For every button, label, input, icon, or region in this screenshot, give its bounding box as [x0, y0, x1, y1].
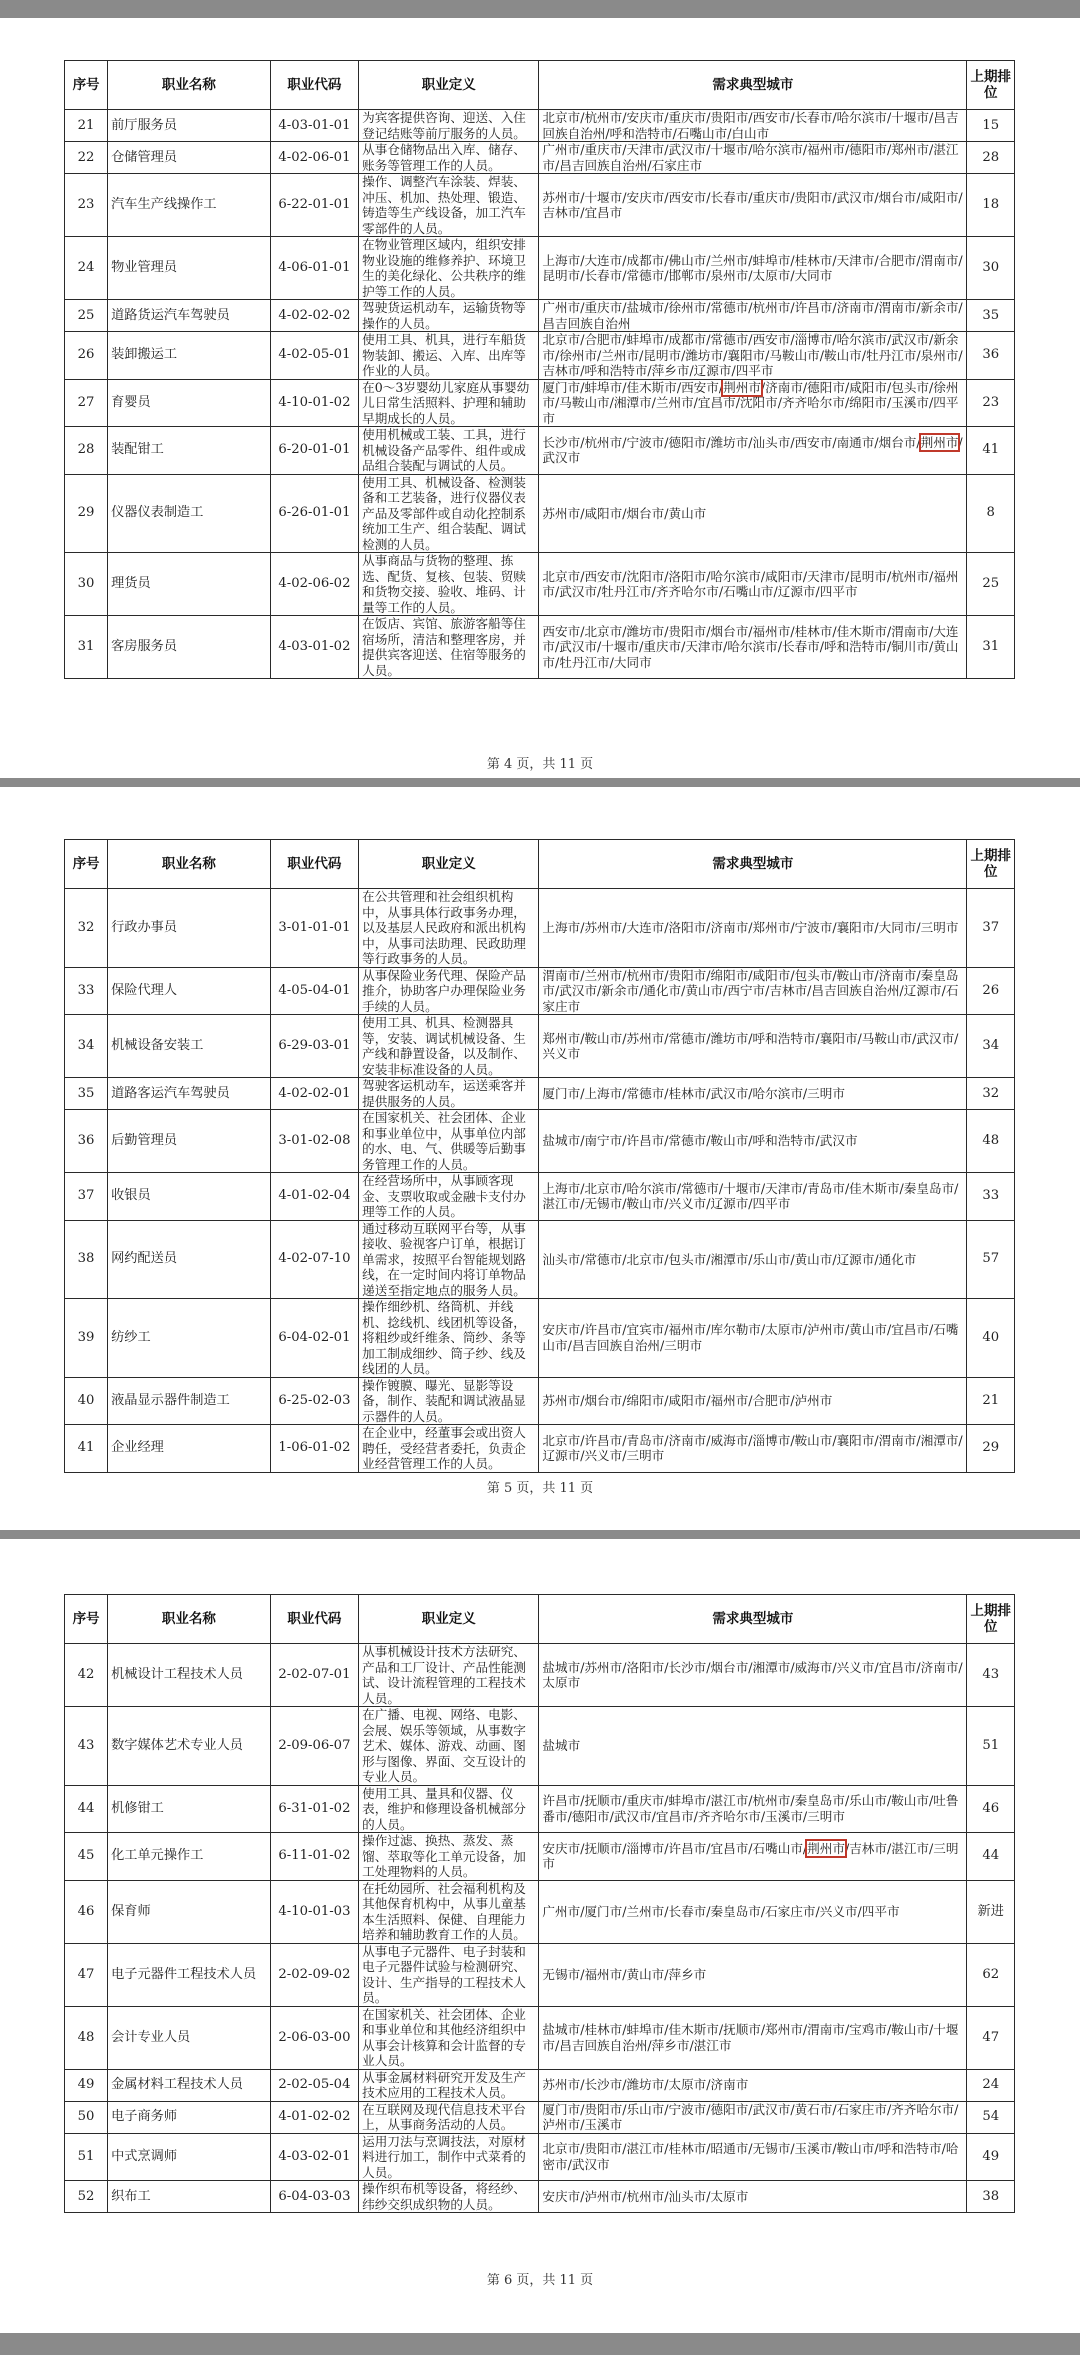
- row-number: 34: [65, 1015, 108, 1078]
- occupation-name: 后勤管理员: [108, 1110, 271, 1173]
- previous-rank: 43: [967, 1644, 1015, 1707]
- occupation-code: 6-20-01-01: [270, 427, 358, 475]
- demand-cities: [539, 1833, 967, 1881]
- row-number: 37: [65, 1173, 108, 1221]
- occupation-code: 6-25-02-03: [270, 1377, 358, 1425]
- header-no: 序号: [65, 1595, 108, 1644]
- header-no: 序号: [65, 840, 108, 889]
- occupation-code: 6-29-03-01: [270, 1015, 358, 1078]
- occupation-code: 4-10-01-03: [270, 1880, 358, 1943]
- occupation-table-page-6: [64, 1594, 1015, 2213]
- occupation-name: 物业管理员: [108, 237, 271, 300]
- occupation-code: 4-02-02-01: [270, 1078, 358, 1110]
- row-number: 41: [65, 1425, 108, 1473]
- occupation-definition: 从事金属材料研究开发及生产技术应用的工程技术人员。: [359, 2069, 539, 2101]
- occupation-name: 装配钳工: [108, 427, 271, 475]
- demand-cities-text: 长沙市/杭州市/宁波市/德阳市/潍坊市/汕头市/西安市/南通市/烟台市/荆州市/武汉市: [542, 434, 963, 466]
- header-code: 职业代码: [270, 61, 358, 110]
- row-number: 25: [65, 300, 108, 332]
- occupation-definition: 驾驶货运机动车，运输货物等操作的人员。: [359, 300, 539, 332]
- occupation-name: 行政办事员: [108, 889, 271, 968]
- occupation-definition: 在国家机关、社会团体、企业和事业单位中，从事单位内部的水、电、气、供暖等后勤事务管理工作的人员。: [359, 1110, 539, 1173]
- occupation-definition: 运用刀法与烹调技法，对原材料进行加工，制作中式菜肴的人员。: [359, 2133, 539, 2181]
- occupation-definition: 从事机械设计技术方法研究、产品和工厂设计、产品性能测试、设计流程管理的工程技术人员。: [359, 1644, 539, 1707]
- previous-rank: 62: [967, 1943, 1015, 2006]
- row-number: 29: [65, 474, 108, 553]
- demand-cities: 盐城市/南宁市/许昌市/常德市/鞍山市/呼和浩特市/武汉市: [539, 1110, 967, 1173]
- occupation-name: 中式烹调师: [108, 2133, 271, 2181]
- demand-cities: 厦门市/贵阳市/乐山市/宁波市/德阳市/武汉市/黄石市/石家庄市/齐齐哈尔市/泸州市/玉溪市: [539, 2101, 967, 2133]
- bottom-gray-bar: [0, 2333, 1080, 2355]
- previous-rank: 36: [967, 332, 1015, 380]
- occupation-definition: 在互联网及现代信息技术平台上，从事商务活动的人员。: [359, 2101, 539, 2133]
- table-row: [65, 1220, 1015, 1299]
- previous-rank: 25: [967, 553, 1015, 616]
- table-row: [65, 1110, 1015, 1173]
- occupation-definition: 驾驶客运机动车，运送乘客并提供服务的人员。: [359, 1078, 539, 1110]
- occupation-name: 道路货运汽车驾驶员: [108, 300, 271, 332]
- table-row: [65, 1785, 1015, 1833]
- occupation-name: 企业经理: [108, 1425, 271, 1473]
- previous-rank: 49: [967, 2133, 1015, 2181]
- previous-rank: 54: [967, 2101, 1015, 2133]
- table-row: [65, 174, 1015, 237]
- page-separator: [0, 1530, 1080, 1539]
- table-row: [65, 237, 1015, 300]
- demand-cities: 广州市/厦门市/兰州市/长春市/秦皇岛市/石家庄市/兴义市/四平市: [539, 1880, 967, 1943]
- occupation-definition: 在物业管理区域内，组织安排物业设施的维修养护、环境卫生的美化绿化、公共秩序的维护等工作的人员。: [359, 237, 539, 300]
- occupation-name: 仪器仪表制造工: [108, 474, 271, 553]
- occupation-code: 4-02-06-01: [270, 142, 358, 174]
- previous-rank: 8: [967, 474, 1015, 553]
- previous-rank: 新进: [967, 1880, 1015, 1943]
- row-number: 40: [65, 1377, 108, 1425]
- previous-rank: 35: [967, 300, 1015, 332]
- table-row: [65, 1015, 1015, 1078]
- occupation-name: 装卸搬运工: [108, 332, 271, 380]
- previous-rank: 26: [967, 967, 1015, 1015]
- previous-rank: 46: [967, 1785, 1015, 1833]
- demand-cities: 盐城市/桂林市/蚌埠市/佳木斯市/抚顺市/郑州市/渭南市/宝鸡市/鞍山市/十堰市/昌吉回族自治州/萍乡市/湛江市: [539, 2006, 967, 2069]
- table-row: [65, 1644, 1015, 1707]
- table-row: [65, 1299, 1015, 1378]
- occupation-code: 4-03-02-01: [270, 2133, 358, 2181]
- occupation-name: 收银员: [108, 1173, 271, 1221]
- highlighted-city: 荆州市: [723, 379, 761, 395]
- table-header-row: [65, 840, 1015, 889]
- occupation-code: 3-01-02-08: [270, 1110, 358, 1173]
- previous-rank: 24: [967, 2069, 1015, 2101]
- header-name: 职业名称: [108, 61, 271, 110]
- row-number: 52: [65, 2181, 108, 2213]
- occupation-definition: 使用工具、量具和仪器、仪表，维护和修理设备机械部分的人员。: [359, 1785, 539, 1833]
- header-cities: 需求典型城市: [539, 1595, 967, 1644]
- demand-cities: 苏州市/咸阳市/烟台市/黄山市: [539, 474, 967, 553]
- previous-rank: 41: [967, 427, 1015, 475]
- row-number: 49: [65, 2069, 108, 2101]
- previous-rank: 33: [967, 1173, 1015, 1221]
- previous-rank: 51: [967, 1707, 1015, 1786]
- occupation-definition: 通过移动互联网平台等，从事接收、验视客户订单，根据订单需求，按照平台智能规划路线，在一定时间内将订单物品递送至指定地点的服务人员。: [359, 1220, 539, 1299]
- previous-rank: 28: [967, 142, 1015, 174]
- demand-cities: 盐城市: [539, 1707, 967, 1786]
- previous-rank: 23: [967, 379, 1015, 427]
- document-page-5: [0, 787, 1080, 1530]
- previous-rank: 30: [967, 237, 1015, 300]
- occupation-name: 数字媒体艺术专业人员: [108, 1707, 271, 1786]
- row-number: 24: [65, 237, 108, 300]
- demand-cities: 北京市/贵阳市/湛江市/桂林市/昭通市/无锡市/玉溪市/鞍山市/呼和浩特市/哈密市/武汉市: [539, 2133, 967, 2181]
- table-row: [65, 379, 1015, 427]
- table-row: [65, 1425, 1015, 1473]
- occupation-code: 2-09-06-07: [270, 1707, 358, 1786]
- occupation-code: 4-03-01-02: [270, 616, 358, 679]
- demand-cities: 郑州市/鞍山市/苏州市/常德市/潍坊市/呼和浩特市/襄阳市/马鞍山市/武汉市/兴义市: [539, 1015, 967, 1078]
- occupation-name: 织布工: [108, 2181, 271, 2213]
- header-code: 职业代码: [270, 840, 358, 889]
- occupation-code: 4-05-04-01: [270, 967, 358, 1015]
- page-footer: 第 4 页，共 11 页: [486, 757, 594, 772]
- header-code: 职业代码: [270, 1595, 358, 1644]
- header-cities: 需求典型城市: [539, 61, 967, 110]
- occupation-name: 化工单元操作工: [108, 1833, 271, 1881]
- occupation-definition: 在0～3岁婴幼儿家庭从事婴幼儿日常生活照料、护理和辅助早期成长的人员。: [359, 379, 539, 427]
- page-footer: 第 6 页，共 11 页: [486, 2273, 594, 2288]
- demand-cities: 渭南市/兰州市/杭州市/贵阳市/绵阳市/咸阳市/包头市/鞍山市/济南市/秦皇岛市/武汉市/新余市/通化市/黄山市/西宁市/吉林市/昌吉回族自治州/辽源市/石家庄市: [539, 967, 967, 1015]
- header-rank: 上期排位: [967, 1595, 1015, 1644]
- table-header-row: [65, 61, 1015, 110]
- header-definition: 职业定义: [359, 1595, 539, 1644]
- demand-cities: [539, 427, 967, 475]
- occupation-definition: 操作过滤、换热、蒸发、蒸馏、萃取等化工单元设备，加工处理物料的人员。: [359, 1833, 539, 1881]
- occupation-code: 4-02-02-02: [270, 300, 358, 332]
- header-no: 序号: [65, 61, 108, 110]
- table-row: [65, 616, 1015, 679]
- table-row: [65, 1880, 1015, 1943]
- previous-rank: 34: [967, 1015, 1015, 1078]
- occupation-table-page-5: [64, 839, 1015, 1473]
- row-number: 44: [65, 1785, 108, 1833]
- occupation-code: 2-02-05-04: [270, 2069, 358, 2101]
- occupation-definition: 从事保险业务代理、保险产品推介，协助客户办理保险业务手续的人员。: [359, 967, 539, 1015]
- occupation-code: 4-02-07-10: [270, 1220, 358, 1299]
- occupation-name: 汽车生产线操作工: [108, 174, 271, 237]
- header-rank: 上期排位: [967, 61, 1015, 110]
- occupation-definition: 从事商品与货物的整理、拣选、配货、复核、包装、贸赎和货物交接、验收、堆码、计量等工作的人员。: [359, 553, 539, 616]
- occupation-table-page-4: [64, 60, 1015, 679]
- table-row: [65, 2069, 1015, 2101]
- page-separator: [0, 778, 1080, 787]
- occupation-code: 1-06-01-02: [270, 1425, 358, 1473]
- row-number: 23: [65, 174, 108, 237]
- row-number: 22: [65, 142, 108, 174]
- row-number: 47: [65, 1943, 108, 2006]
- demand-cities-text: 安庆市/抚顺市/淄博市/许昌市/宜昌市/石嘴山市/荆州市/吉林市/湛江市/三明市: [542, 1840, 959, 1872]
- top-gray-bar: [0, 0, 1080, 18]
- occupation-name: 理货员: [108, 553, 271, 616]
- occupation-code: 6-31-01-02: [270, 1785, 358, 1833]
- occupation-code: 6-26-01-01: [270, 474, 358, 553]
- demand-cities: 上海市/苏州市/大连市/洛阳市/济南市/郑州市/宁波市/襄阳市/大同市/三明市: [539, 889, 967, 968]
- previous-rank: 38: [967, 2181, 1015, 2213]
- previous-rank: 15: [967, 110, 1015, 142]
- row-number: 30: [65, 553, 108, 616]
- occupation-code: 6-04-02-01: [270, 1299, 358, 1378]
- occupation-definition: 在饭店、宾馆、旅游客船等住宿场所，清洁和整理客房，并提供宾客迎送、住宿等服务的人员。: [359, 616, 539, 679]
- demand-cities: 无锡市/福州市/黄山市/萍乡市: [539, 1943, 967, 2006]
- previous-rank: 44: [967, 1833, 1015, 1881]
- previous-rank: 48: [967, 1110, 1015, 1173]
- previous-rank: 40: [967, 1299, 1015, 1378]
- occupation-name: 机修钳工: [108, 1785, 271, 1833]
- occupation-name: 液晶显示器件制造工: [108, 1377, 271, 1425]
- table-row: [65, 2181, 1015, 2213]
- occupation-name: 道路客运汽车驾驶员: [108, 1078, 271, 1110]
- occupation-definition: 为宾客提供咨询、迎送、入住登记结账等前厅服务的人员。: [359, 110, 539, 142]
- table-row: [65, 967, 1015, 1015]
- occupation-definition: 使用工具、机具、检测器具等，安装、调试机械设备、生产线和静置设备，以及制作、安装非标准设备的人员。: [359, 1015, 539, 1078]
- table-row: [65, 2006, 1015, 2069]
- row-number: 27: [65, 379, 108, 427]
- row-number: 48: [65, 2006, 108, 2069]
- previous-rank: 32: [967, 1078, 1015, 1110]
- previous-rank: 37: [967, 889, 1015, 968]
- occupation-name: 金属材料工程技术人员: [108, 2069, 271, 2101]
- occupation-definition: 在国家机关、社会团体、企业和事业单位和其他经济组织中从事会计核算和会计监督的专业人员。: [359, 2006, 539, 2069]
- demand-cities: 苏州市/十堰市/安庆市/西安市/长春市/重庆市/贵阳市/武汉市/烟台市/咸阳市/吉林市/宜昌市: [539, 174, 967, 237]
- demand-cities: 苏州市/烟台市/绵阳市/咸阳市/福州市/合肥市/泸州市: [539, 1377, 967, 1425]
- occupation-definition: 在企业中，经董事会或出资人聘任，受经营者委托，负责企业经营管理工作的人员。: [359, 1425, 539, 1473]
- header-definition: 职业定义: [359, 840, 539, 889]
- occupation-code: 6-22-01-01: [270, 174, 358, 237]
- row-number: 28: [65, 427, 108, 475]
- occupation-definition: 操作镀膜、曝光、显影等设备，制作、装配和调试液晶显示器件的人员。: [359, 1377, 539, 1425]
- demand-cities: 北京市/合肥市/蚌埠市/成都市/常德市/西安市/淄博市/哈尔滨市/武汉市/新余市/徐州市/兰州市/昆明市/潍坊市/襄阳市/马鞍山市/鞍山市/牡丹江市/泉州市/吉林市/呼和浩特市/萍乡市/辽源市/四平市: [539, 332, 967, 380]
- occupation-name: 保险代理人: [108, 967, 271, 1015]
- table-row: [65, 889, 1015, 968]
- previous-rank: 29: [967, 1425, 1015, 1473]
- table-row: [65, 553, 1015, 616]
- row-number: 31: [65, 616, 108, 679]
- occupation-definition: 从事电子元器件、电子封装和电子元器件试验与检测研究、设计、生产指导的工程技术人员。: [359, 1943, 539, 2006]
- occupation-definition: 从事仓储物品出入库、储存、账务等管理工作的人员。: [359, 142, 539, 174]
- occupation-name: 机械设计工程技术人员: [108, 1644, 271, 1707]
- occupation-name: 前厅服务员: [108, 110, 271, 142]
- occupation-name: 保育师: [108, 1880, 271, 1943]
- row-number: 39: [65, 1299, 108, 1378]
- demand-cities: 上海市/大连市/成都市/佛山市/兰州市/蚌埠市/桂林市/天津市/合肥市/渭南市/昆明市/长春市/常德市/邯郸市/泉州市/太原市/大同市: [539, 237, 967, 300]
- occupation-name: 机械设备安装工: [108, 1015, 271, 1078]
- highlighted-city: 荆州市: [920, 434, 959, 450]
- occupation-code: 3-01-01-01: [270, 889, 358, 968]
- occupation-code: 4-03-01-01: [270, 110, 358, 142]
- header-cities: 需求典型城市: [539, 840, 967, 889]
- previous-rank: 18: [967, 174, 1015, 237]
- demand-cities: 盐城市/苏州市/洛阳市/长沙市/烟台市/湘潭市/威海市/兴义市/宜昌市/济南市/太原市: [539, 1644, 967, 1707]
- table-row: [65, 332, 1015, 380]
- occupation-code: 4-06-01-01: [270, 237, 358, 300]
- occupation-name: 电子元器件工程技术人员: [108, 1943, 271, 2006]
- table-row: [65, 2101, 1015, 2133]
- header-rank: 上期排位: [967, 840, 1015, 889]
- occupation-code: 2-02-07-01: [270, 1644, 358, 1707]
- occupation-definition: 操作细纱机、络筒机、并线机、捻线机、线团机等设备，将粗纱或纤维条、筒纱、条等加工制成细纱、筒子纱、线及线团的人员。: [359, 1299, 539, 1378]
- occupation-definition: 使用工具、机械设备、检测装备和工艺装备，进行仪器仪表产品及零部件或自动化控制系统加工生产、组合装配、调试检测的人员。: [359, 474, 539, 553]
- previous-rank: 21: [967, 1377, 1015, 1425]
- row-number: 38: [65, 1220, 108, 1299]
- document-page-4: [0, 18, 1080, 778]
- demand-cities: 北京市/许昌市/青岛市/济南市/威海市/淄博市/鞍山市/襄阳市/渭南市/湘潭市/辽源市/兴义市/三明市: [539, 1425, 967, 1473]
- occupation-code: 2-06-03-00: [270, 2006, 358, 2069]
- occupation-code: 4-01-02-02: [270, 2101, 358, 2133]
- occupation-code: 6-04-03-03: [270, 2181, 358, 2213]
- header-definition: 职业定义: [359, 61, 539, 110]
- previous-rank: 47: [967, 2006, 1015, 2069]
- occupation-definition: 使用机械或工装、工具，进行机械设备产品零件、组件或成品组合装配与调试的人员。: [359, 427, 539, 475]
- demand-cities: 上海市/北京市/哈尔滨市/常德市/十堰市/天津市/青岛市/佳木斯市/秦皇岛市/湛江市/无锡市/鞍山市/兴义市/辽源市/四平市: [539, 1173, 967, 1221]
- table-row: [65, 300, 1015, 332]
- occupation-name: 纺纱工: [108, 1299, 271, 1378]
- row-number: 36: [65, 1110, 108, 1173]
- previous-rank: 57: [967, 1220, 1015, 1299]
- demand-cities: 西安市/北京市/潍坊市/贵阳市/烟台市/福州市/桂林市/佳木斯市/渭南市/大连市/武汉市/十堰市/重庆市/天津市/哈尔滨市/长春市/呼和浩特市/铜川市/黄山市/牡丹江市/大同市: [539, 616, 967, 679]
- occupation-code: 2-02-09-02: [270, 1943, 358, 2006]
- demand-cities: 厦门市/上海市/常德市/桂林市/武汉市/哈尔滨市/三明市: [539, 1078, 967, 1110]
- document-page-6: [0, 1539, 1080, 2333]
- demand-cities: 广州市/重庆市/盐城市/徐州市/常德市/杭州市/许昌市/济南市/渭南市/新余市/昌吉回族自治州: [539, 300, 967, 332]
- page-footer: 第 5 页，共 11 页: [486, 1481, 594, 1496]
- occupation-name: 仓储管理员: [108, 142, 271, 174]
- demand-cities: 汕头市/常德市/北京市/包头市/湘潭市/乐山市/黄山市/辽源市/通化市: [539, 1220, 967, 1299]
- row-number: 50: [65, 2101, 108, 2133]
- row-number: 35: [65, 1078, 108, 1110]
- demand-cities: 北京市/杭州市/安庆市/重庆市/贵阳市/西安市/长春市/哈尔滨市/十堰市/昌吉回族自治州/呼和浩特市/石嘴山市/白山市: [539, 110, 967, 142]
- demand-cities: 广州市/重庆市/天津市/武汉市/十堰市/哈尔滨市/福州市/德阳市/郑州市/湛江市/昌吉回族自治州/石家庄市: [539, 142, 967, 174]
- occupation-code: 4-10-01-02: [270, 379, 358, 427]
- table-header-row: [65, 1595, 1015, 1644]
- row-number: 21: [65, 110, 108, 142]
- demand-cities: 许昌市/抚顺市/重庆市/蚌埠市/湛江市/杭州市/秦皇岛市/乐山市/鞍山市/吐鲁番市/德阳市/武汉市/宜昌市/齐齐哈尔市/玉溪市/三明市: [539, 1785, 967, 1833]
- demand-cities: [539, 379, 967, 427]
- row-number: 45: [65, 1833, 108, 1881]
- occupation-code: 4-01-02-04: [270, 1173, 358, 1221]
- occupation-definition: 在广播、电视、网络、电影、会展、娱乐等领域，从事数字艺术、媒体、游戏、动画、图形与图像、界面、交互设计的专业人员。: [359, 1707, 539, 1786]
- table-row: [65, 2133, 1015, 2181]
- occupation-name: 电子商务师: [108, 2101, 271, 2133]
- occupation-definition: 操作织布机等设备，将经纱、纬纱交织成织物的人员。: [359, 2181, 539, 2213]
- occupation-definition: 在经营场所中，从事顾客现金、支票收取或金融卡支付办理等工作的人员。: [359, 1173, 539, 1221]
- row-number: 33: [65, 967, 108, 1015]
- table-row: [65, 1377, 1015, 1425]
- header-name: 职业名称: [108, 1595, 271, 1644]
- row-number: 26: [65, 332, 108, 380]
- occupation-code: 6-11-01-02: [270, 1833, 358, 1881]
- occupation-definition: 使用工具、机具，进行车船货物装卸、搬运、入库、出库等作业的人员。: [359, 332, 539, 380]
- occupation-name: 会计专业人员: [108, 2006, 271, 2069]
- table-row: [65, 110, 1015, 142]
- table-row: [65, 474, 1015, 553]
- table-row: [65, 1833, 1015, 1881]
- previous-rank: 31: [967, 616, 1015, 679]
- occupation-code: 4-02-05-01: [270, 332, 358, 380]
- demand-cities: 北京市/西安市/沈阳市/洛阳市/哈尔滨市/咸阳市/天津市/昆明市/杭州市/福州市/武汉市/牡丹江市/齐齐哈尔市/石嘴山市/辽源市/四平市: [539, 553, 967, 616]
- table-row: [65, 1173, 1015, 1221]
- occupation-definition: 在托幼园所、社会福利机构及其他保育机构中，从事儿童基本生活照料、保健、自理能力培养和辅助教育工作的人员。: [359, 1880, 539, 1943]
- demand-cities: 安庆市/泸州市/杭州市/汕头市/太原市: [539, 2181, 967, 2213]
- demand-cities: 苏州市/长沙市/潍坊市/太原市/济南市: [539, 2069, 967, 2101]
- demand-cities-text: 厦门市/蚌埠市/佳木斯市/西安市/荆州市/济南市/德阳市/咸阳市/包头市/徐州市/马鞍山市/湘潭市/兰州市/宜昌市/沈阳市/齐齐哈尔市/绵阳市/玉溪市/四平市: [542, 379, 959, 426]
- occupation-definition: 操作、调整汽车涂装、焊装、冲压、机加、热处理、锻造、铸造等生产线设备，加工汽车零部件的人员。: [359, 174, 539, 237]
- table-row: [65, 1707, 1015, 1786]
- occupation-name: 客房服务员: [108, 616, 271, 679]
- occupation-name: 育婴员: [108, 379, 271, 427]
- row-number: 42: [65, 1644, 108, 1707]
- row-number: 43: [65, 1707, 108, 1786]
- highlighted-city: 荆州市: [807, 1840, 845, 1856]
- occupation-name: 网约配送员: [108, 1220, 271, 1299]
- header-name: 职业名称: [108, 840, 271, 889]
- table-row: [65, 1943, 1015, 2006]
- demand-cities: 安庆市/许昌市/宜宾市/福州市/库尔勒市/太原市/泸州市/黄山市/宜昌市/石嘴山市/昌吉回族自治州/三明市: [539, 1299, 967, 1378]
- table-row: [65, 1078, 1015, 1110]
- table-row: [65, 427, 1015, 475]
- table-row: [65, 142, 1015, 174]
- occupation-code: 4-02-06-02: [270, 553, 358, 616]
- row-number: 32: [65, 889, 108, 968]
- row-number: 46: [65, 1880, 108, 1943]
- row-number: 51: [65, 2133, 108, 2181]
- occupation-definition: 在公共管理和社会组织机构中，从事具体行政事务办理，以及基层人民政府和派出机构中，从事司法助理、民政助理等行政事务的人员。: [359, 889, 539, 968]
